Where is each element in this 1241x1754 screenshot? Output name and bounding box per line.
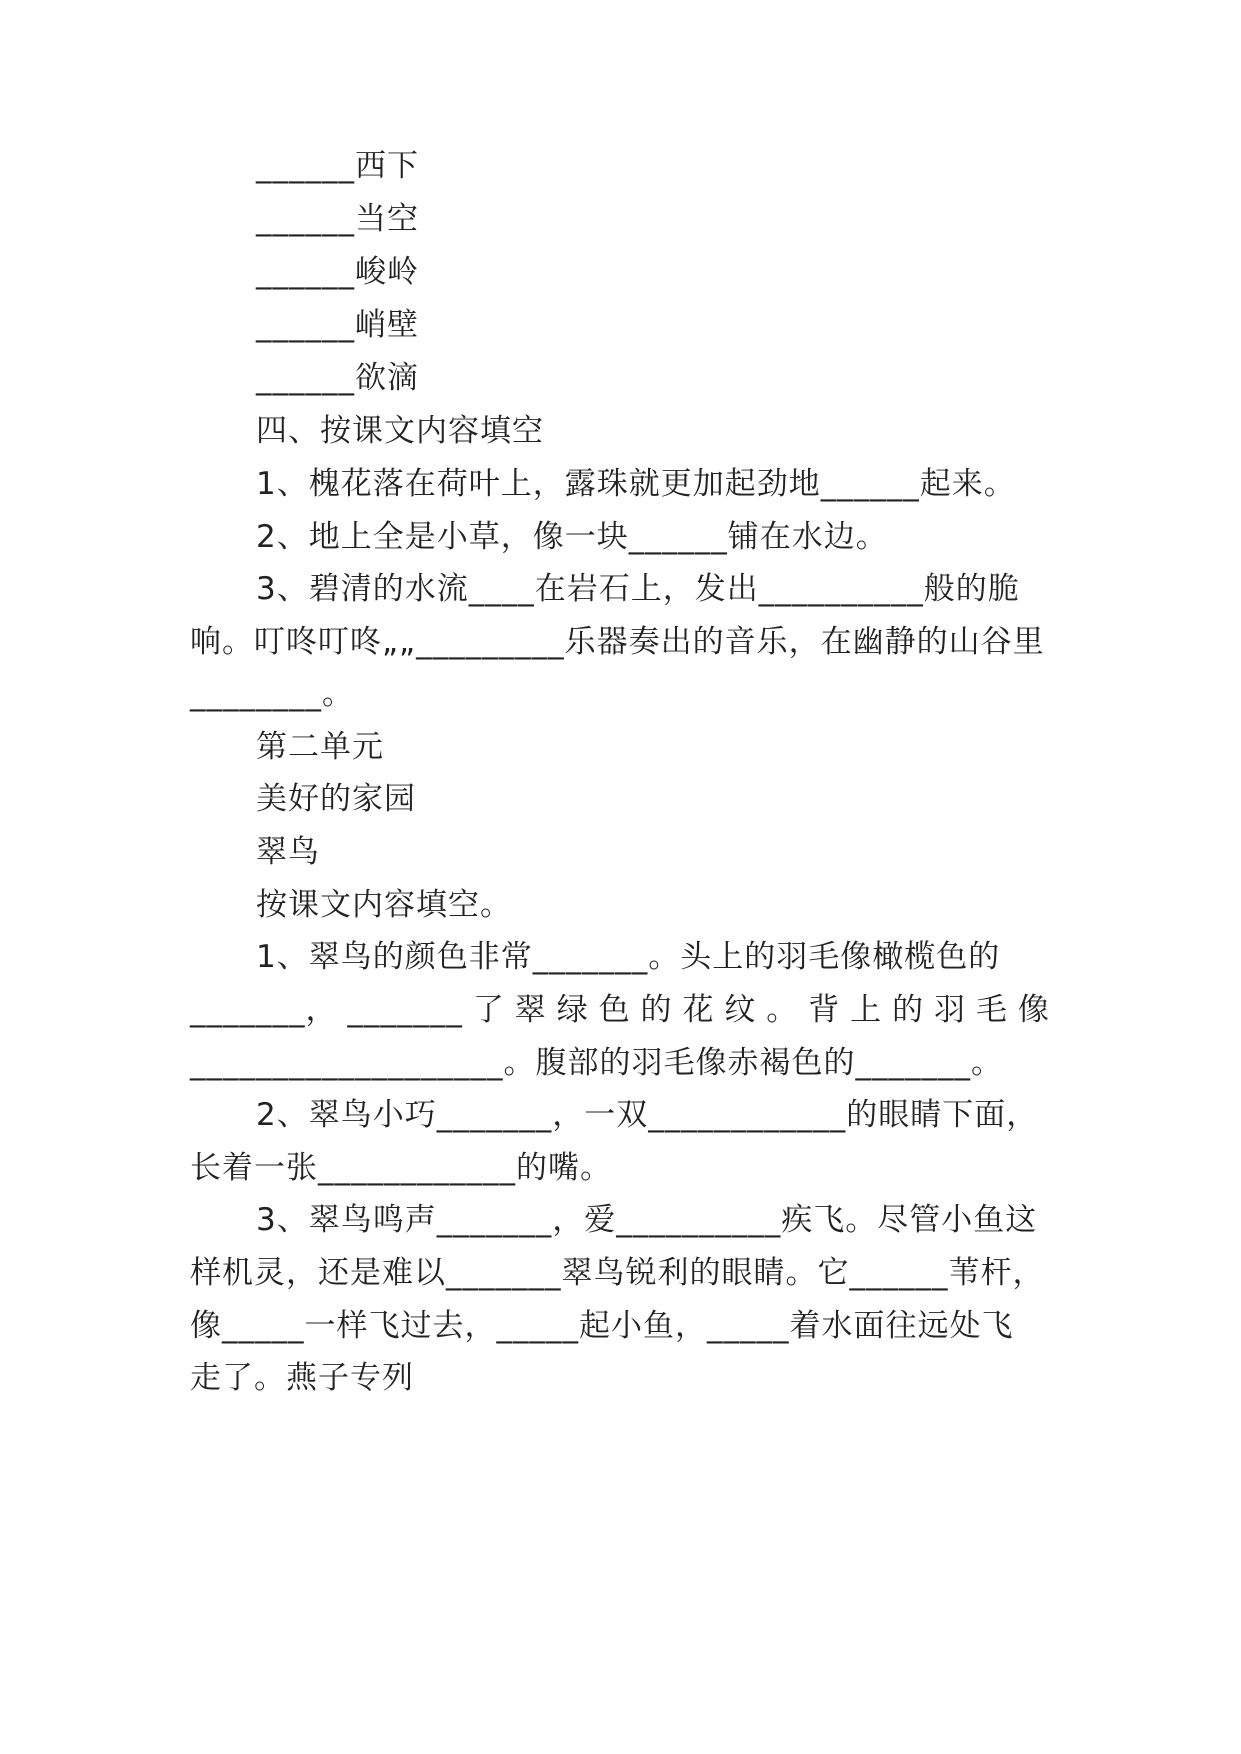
lesson-title: 翠鸟 xyxy=(256,834,320,870)
blank-item: ______峻岭 xyxy=(256,254,419,290)
text-segment: _______， xyxy=(190,992,338,1028)
question-text-continued: 样机灵，还是难以_______翠鸟锐利的眼睛。它______苇杆， xyxy=(190,1255,1045,1291)
text-segment: 翠 xyxy=(514,992,547,1028)
question-text-continued: 走了。燕子专列 xyxy=(190,1360,414,1396)
question-text: 3、翠鸟鸣声_______，爱__________疾飞。尽管小鱼这 xyxy=(256,1202,1038,1238)
question-text-continued: 长着一张____________的嘴。 xyxy=(190,1150,612,1186)
unit-title: 第二单元 xyxy=(256,729,384,765)
text-segment: 羽 xyxy=(933,992,966,1028)
text-segment: 的 xyxy=(640,992,673,1028)
text-segment: 的 xyxy=(892,992,925,1028)
question-text: 3、碧清的水流____在岩石上，发出__________般的脆 xyxy=(256,571,1020,607)
text-segment: 绿 xyxy=(556,992,589,1028)
text-segment: 上 xyxy=(850,992,883,1028)
question-text-continued: ________。 xyxy=(190,676,354,712)
instruction-text: 按课文内容填空。 xyxy=(256,887,512,923)
unit-theme: 美好的家园 xyxy=(256,781,416,817)
text-segment: _______ xyxy=(347,992,463,1028)
blank-item: ______西下 xyxy=(256,148,419,184)
question-text: 1、槐花落在荷叶上，露珠就更加起劲地______起来。 xyxy=(256,466,1016,502)
blank-item: ______当空 xyxy=(256,201,419,237)
question-text: 2、翠鸟小巧_______，一双____________的眼睛下面， xyxy=(256,1097,1039,1133)
text-segment: 纹 xyxy=(724,992,757,1028)
text-segment: 。 xyxy=(766,992,799,1028)
question-text-justified xyxy=(190,990,1050,1030)
question-text-continued: 响。叮咚叮咚„„_________乐器奏出的音乐，在幽静的山谷里 xyxy=(190,624,1045,660)
question-text: 1、翠鸟的颜色非常_______。头上的羽毛像橄榄色的 xyxy=(256,939,1001,975)
text-segment: 背 xyxy=(808,992,841,1028)
section-heading: 四、按课文内容填空 xyxy=(256,413,544,449)
question-text-continued: ___________________。腹部的羽毛像赤褐色的_______。 xyxy=(190,1045,1003,1081)
text-segment: 色 xyxy=(598,992,631,1028)
blank-item: ______峭壁 xyxy=(256,307,419,343)
question-text-continued: 像_____一样飞过去，_____起小鱼，_____着水面往远处飞 xyxy=(190,1308,1014,1344)
text-segment: 花 xyxy=(682,992,715,1028)
blank-item: ______欲滴 xyxy=(256,360,419,396)
text-segment: 像 xyxy=(1017,992,1050,1028)
question-text: 2、地上全是小草，像一块______铺在水边。 xyxy=(256,519,888,555)
text-segment: 毛 xyxy=(975,992,1008,1028)
text-segment: 了 xyxy=(472,992,505,1028)
